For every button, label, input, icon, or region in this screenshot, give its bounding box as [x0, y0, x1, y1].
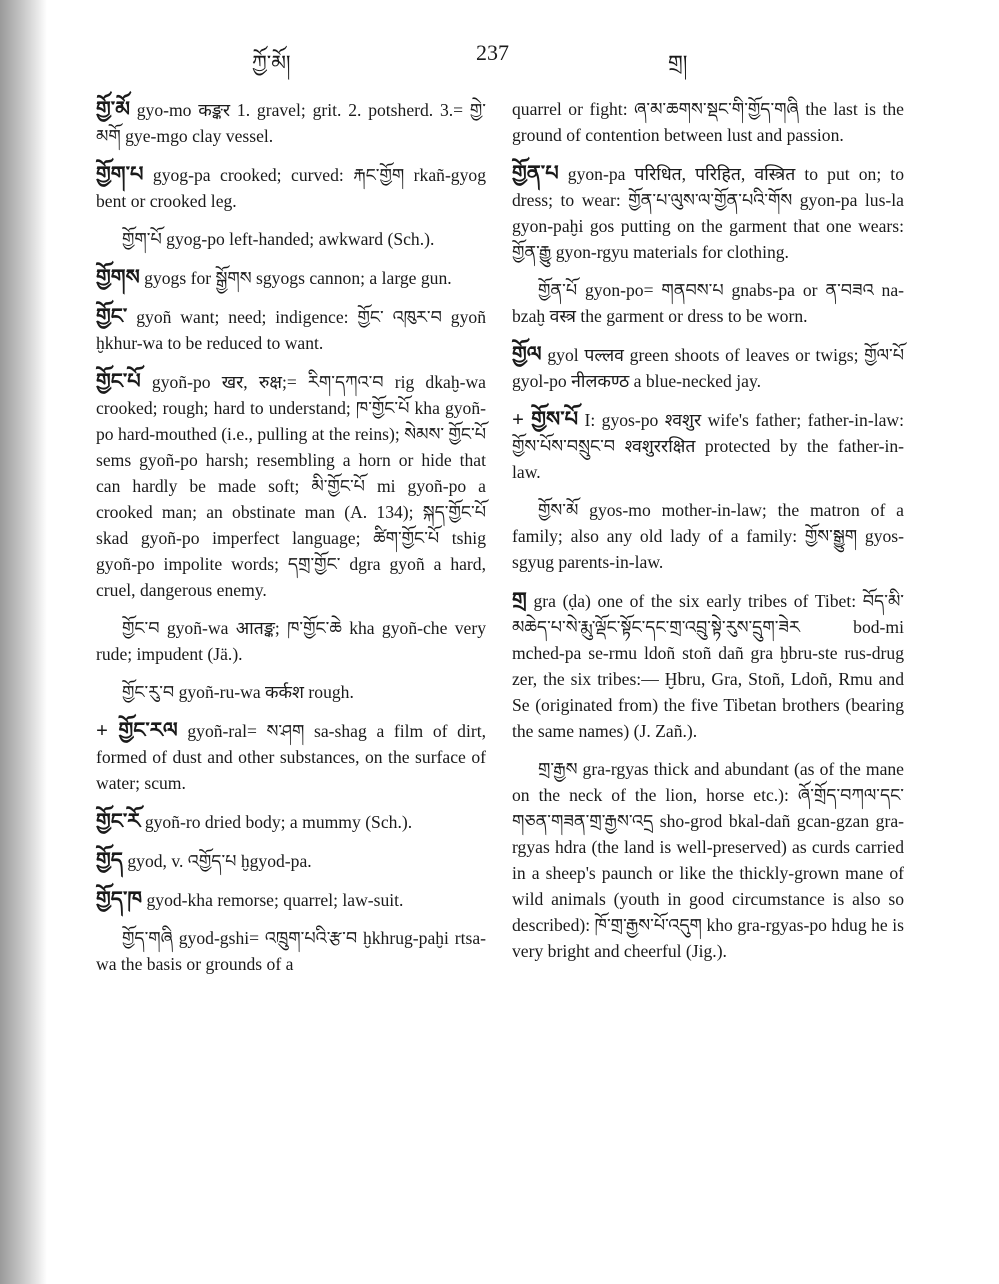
dictionary-entry [96, 717, 486, 796]
dictionary-entry [512, 160, 904, 265]
dictionary-entry [96, 368, 486, 603]
left-column [96, 96, 486, 989]
right-column [512, 96, 904, 976]
entry-body: གྱོན་པོ gyon-po= གནབས་པ gnabs-pa or ན་བཟའ na-bzaḫ वस्त्र the garment or dress to be worn. [512, 280, 904, 326]
page-number: 237 [476, 40, 509, 65]
dictionary-entry [96, 161, 486, 214]
entry-body: གྱོང་རུ་བ gyoñ-ru-wa कर्कश rough. [122, 682, 354, 702]
entry-body: gyon-pa परिधित, परिहित, वस्त्रित to put on; to dress; to wear: གྱོན་པ་ལུས་ལ་གྱོན་པའི་གོས gyon-pa lus-la gyon-paḫi gos putting on the garment that one wears: གྱོན་རྒྱུ gyon-rgyu materials for clothing. [512, 164, 904, 262]
dictionary-entry [512, 406, 904, 485]
entry-body: gyod-kha remorse; quarrel; law-suit. [146, 890, 404, 910]
left-guide-word: ཀྱོ་མོ། [252, 51, 291, 75]
entry-body: quarrel or fight: ཞ་མ་ཆགས་སྡང་གི་གྱོད་གཞི the last is the ground of contention between lust and passion. [512, 99, 904, 145]
entry-headword: གྱོང་ [96, 304, 128, 328]
dictionary-entry [96, 847, 486, 874]
dictionary-entry [512, 497, 904, 575]
entry-headword: + གྱོང་རལ [96, 718, 178, 742]
dictionary-entry [96, 679, 486, 705]
entry-headword: གྱོད་ཁ [96, 887, 143, 911]
page-header [0, 40, 999, 80]
entry-body: གྱོང་བ gyoñ-wa आतङ्क; ཁ་གྱོང་ཆེ kha gyoñ-che very rude; impudent (Jä.). [96, 618, 486, 664]
entry-headword: + གྱོས་པོ [512, 407, 579, 431]
entry-body: I: gyos-po श्वशुर wife's father; father-in-law: གྱོས་པོས་བསྲུང་བ श्वशुररक्षित protected by the father-in-law. [512, 410, 904, 482]
entry-headword: གྱོ་མོ [96, 97, 130, 121]
dictionary-entry [512, 587, 904, 744]
entry-headword: གྱོགས [96, 265, 140, 289]
dictionary-entry [96, 264, 486, 291]
entry-headword: གྲ [512, 588, 527, 612]
entry-headword: གྱོག་པ [96, 162, 144, 186]
entry-headword: གྱོལ [512, 342, 542, 366]
entry-body: gra (ḍa) one of the six early tribes of Tibet: བོད་མི་མཆེད་པ་སེ་རྨུ་ལྡོང་སྟོང་དང་གྲ་འབྲུ་སྟེ་རུས་དྲུག་ཟེར bod-mi mched-pa se-rmu ldoñ stoñ dañ gra ḫbru-ste rus-drug zer, the six tribes:— Ḫbru, Gra, Stoñ, Ldoñ, Rmu and Se (originated from) the five Tibetan brothers (bearing the same names) (J. Zañ.). [512, 591, 904, 741]
entry-headword: གྱོད [96, 848, 123, 872]
dictionary-entry [512, 341, 904, 394]
dictionary-entry [96, 96, 486, 149]
dictionary-entry [96, 925, 486, 977]
entry-body: gyoñ-po खर, रुक्ष;= རིག་དཀའ་བ rig dkaḫ-wa crooked; rough; hard to understand; ཁ་གྱོང་པོ kha gyoñ-po hard-mouthed (i.e., pulling at the reins); སེམས་ གྱོང་པོ sems gyoñ-po harsh; resembling a horn or hide that can hardly be made soft; མི་གྱོང་པོ mi gyoñ-po a crooked man; an obstinate man (A. 134); སྐད་གྱོང་པོ skad gyoñ-po imperfect language; ཚིག་གྱོང་པོ tshig gyoñ-po impolite words; དགྲ་གྱོང་ dgra gyoñ a hard, cruel, dangerous enemy. [96, 372, 486, 600]
entry-body: gyog-pa crooked; curved: རྐང་གྱོག rkañ-gyog bent or crooked leg. [96, 165, 486, 211]
entry-body: གྲ་རྒྱས gra-rgyas thick and abundant (as of the mane on the neck of the lion, horse etc.): ཞོ་གྲོད་བཀལ་དང་གཅན་གཟན་གྲ་རྒྱས་འདྲ sho-grod bkal-dañ gcan-gzan gra-rgyas hdra (the land is well-preserved) as curds carried in a sheep's paunch or like the thickly-grown mane of wild animals (youth in good circumstance is also so described): ཁོ་གྲ་རྒྱས་པོ་འདུག kho gra-rgyas-po hdug he is very bright and cheerful (Jig.). [512, 759, 904, 961]
entry-body: གྱོས་མོ gyos-mo mother-in-law; the matron of a family; also any old lady of a family: གྱོས་སྒྱུག gyos-sgyug parents-in-law. [512, 500, 904, 572]
entry-body: གྱོག་པོ gyog-po left-handed; awkward (Sch.). [122, 229, 435, 249]
dictionary-entry [96, 226, 486, 252]
entry-body: gyogs for སྒྱོགས sgyogs cannon; a large gun. [144, 268, 452, 288]
entry-headword: གྱོང་རོ [96, 809, 141, 833]
entry-body: gyoñ-ro dried body; a mummy (Sch.). [144, 812, 413, 832]
right-guide-word: གྲ། [668, 51, 688, 75]
dictionary-entry [512, 277, 904, 329]
entry-body: གྱོད་གཞི gyod-gshi= འཁྲུག་པའི་རྩ་བ ḫkhrug-paḫi rtsa-wa the basis or grounds of a [96, 928, 486, 974]
dictionary-entry [512, 96, 904, 148]
entry-headword: གྱོན་པ [512, 161, 559, 185]
dictionary-entry [96, 615, 486, 667]
dictionary-entry [96, 303, 486, 356]
entry-body: gyol पल्लव green shoots of leaves or twigs; གྱོལ་པོ gyol-po नीलकण्ठ a blue-necked jay. [512, 345, 904, 391]
entry-headword: གྱོང་པོ [96, 369, 141, 393]
entry-body: gyoñ-ral= ས་ཤག sa-shag a film of dirt, formed of dust and other substances, on the surface of water; scum. [96, 721, 487, 793]
dictionary-entry [512, 756, 904, 964]
entry-body: gyoñ want; need; indigence: གྱོང་ འཁུར་བ gyoñ ḫkhur-wa to be reduced to want. [96, 307, 486, 353]
page-binding-shadow [0, 0, 47, 1284]
entry-body: gyod, v. འགྱོད་པ ḫgyod-pa. [127, 851, 312, 871]
dictionary-entry [96, 808, 486, 835]
entry-body: gyo-mo कङ्कर 1. gravel; grit. 2. potsherd. 3.= གྱེ་མགོ gye-mgo clay vessel. [96, 100, 486, 146]
dictionary-entry [96, 886, 486, 913]
